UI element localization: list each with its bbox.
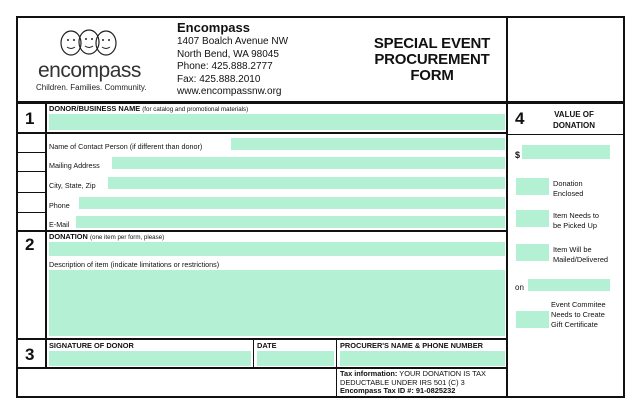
- phone-label: Phone: [49, 201, 70, 210]
- procurer-label: PROCURER'S NAME & PHONE NUMBER: [340, 341, 484, 350]
- form-title-line: SPECIAL EVENT: [373, 35, 491, 52]
- procurer-field[interactable]: [340, 351, 505, 366]
- city-state-zip-label: City, State, Zip: [49, 181, 96, 190]
- tax-info-line-1: Tax information: YOUR DONATION IS TAX: [340, 369, 486, 378]
- org-website: www.encompassnw.org: [177, 86, 282, 98]
- pick-up-label: Item Needs to be Picked Up: [553, 211, 600, 230]
- date-field[interactable]: [257, 351, 334, 366]
- signature-field[interactable]: [49, 351, 251, 366]
- donor-name-label: DONOR/BUSINESS NAME (for catalog and promotional materials): [49, 104, 249, 113]
- divider-section1-top: [16, 132, 507, 134]
- description-field[interactable]: [49, 270, 505, 336]
- signature-label: SIGNATURE OF DONOR: [49, 341, 134, 350]
- value-field[interactable]: [522, 145, 610, 159]
- delivery-date-field[interactable]: [528, 279, 610, 291]
- section-number-2: 2: [25, 235, 35, 254]
- gift-certificate-label: Event Commitee Needs to Create Gift Certificate: [551, 300, 606, 329]
- row-separator: [16, 152, 46, 153]
- mailing-address-label: Mailing Address: [49, 161, 100, 170]
- gift-certificate-checkbox[interactable]: [516, 311, 549, 328]
- divider-number-column: [45, 103, 47, 368]
- dollar-sign: $: [515, 150, 521, 160]
- donor-name-note: (for catalog and promotional materials): [142, 106, 249, 113]
- mailing-address-field[interactable]: [112, 157, 505, 169]
- form-title: [352, 36, 512, 84]
- date-label: DATE: [257, 341, 277, 350]
- frame-right: [623, 16, 625, 398]
- donation-note: (one item per form, please): [89, 234, 165, 241]
- donation-label: DONATION (one item per form, please): [49, 232, 165, 241]
- logo-wordmark: encompass: [38, 59, 141, 82]
- mailed-delivered-checkbox[interactable]: [516, 244, 549, 261]
- email-field[interactable]: [76, 216, 505, 228]
- frame-left: [16, 16, 18, 398]
- on-label: on: [515, 283, 524, 292]
- org-fax: Fax: 425.888.2010: [177, 73, 261, 85]
- contact-person-label: Name of Contact Person (if different than donor): [49, 142, 203, 151]
- donor-name-field[interactable]: [49, 114, 505, 130]
- donation-field[interactable]: [49, 242, 505, 256]
- row-separator: [16, 212, 46, 213]
- frame-top: [16, 16, 625, 18]
- org-name: Encompass: [177, 20, 250, 35]
- frame-bottom: [16, 396, 625, 398]
- form-title-line: FORM: [410, 67, 454, 84]
- email-label: E-Mail: [49, 220, 70, 229]
- row-separator: [16, 192, 46, 193]
- phone-field[interactable]: [79, 197, 505, 209]
- contact-person-field[interactable]: [231, 138, 505, 150]
- value-label: VALUE OF DONATION: [552, 110, 596, 130]
- section-number-1: 1: [25, 109, 35, 128]
- divider-section4-right: [506, 134, 624, 135]
- org-phone: Phone: 425.888.2777: [177, 61, 273, 73]
- tax-info-line-2: DEDUCTABLE UNDER IRS 501 (C) 3: [340, 377, 465, 387]
- org-address-line-2: North Bend, WA 98045: [177, 48, 279, 60]
- description-label: Description of item (indicate limitations or restrictions): [49, 260, 220, 269]
- section-number-3: 3: [25, 345, 35, 364]
- logo: [30, 28, 150, 94]
- donation-enclosed-label: Donation Enclosed: [553, 179, 584, 198]
- logo-faces-icon: [59, 28, 119, 58]
- form-title-line: PROCUREMENT: [374, 51, 490, 68]
- divider-date-right: [336, 339, 337, 397]
- donation-enclosed-checkbox[interactable]: [516, 178, 549, 195]
- city-state-zip-field[interactable]: [108, 177, 505, 189]
- org-address-line-1: 1407 Boalch Avenue NW: [177, 36, 289, 47]
- pick-up-checkbox[interactable]: [516, 210, 549, 227]
- tax-info: [340, 370, 486, 396]
- tax-info-line-3: Encompass Tax ID #: 91-0825232: [340, 386, 456, 396]
- mailed-delivered-label: Item Will be Mailed/Delivered: [553, 245, 609, 264]
- divider-section3-top: [16, 338, 507, 340]
- row-separator: [16, 171, 46, 172]
- section-number-4: 4: [515, 109, 525, 128]
- divider-date-left: [253, 339, 254, 368]
- logo-tagline: Children. Families. Community.: [36, 83, 147, 92]
